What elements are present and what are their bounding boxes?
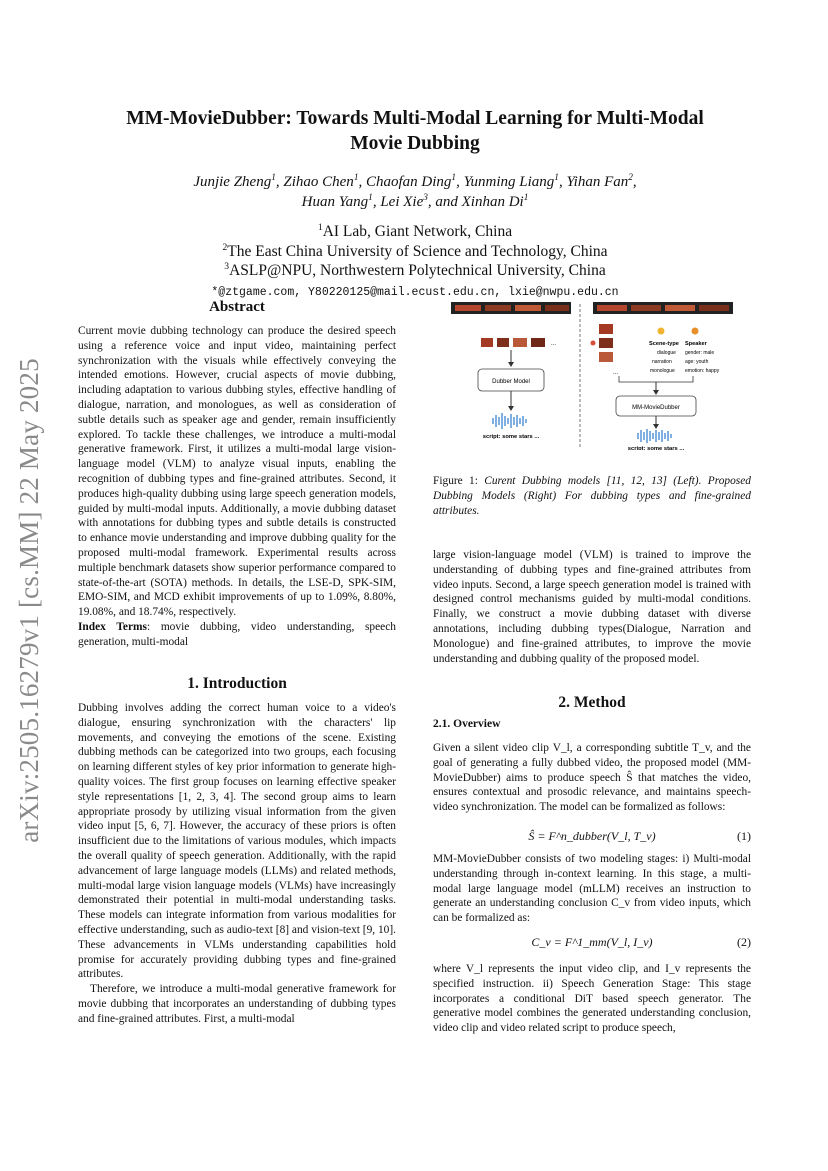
paper-title: MM-MovieDubber: Towards Multi-Modal Learning for Multi-Modal Movie Dubbing	[126, 108, 704, 154]
figure-caption: Figure 1: Curent Dubbing models [11, 12, 13] (Left). Proposed Dubbing Models (Right) For dubbing types and fine-grained attributes.	[433, 475, 751, 517]
right-column-intro	[433, 548, 751, 666]
arxiv-stamp: arXiv:2505.16279v1 [cs.MM] 22 May 2025	[13, 357, 44, 843]
affiliation-list: $^1$AI Lab, Giant Network, China $^2$The East China University of Science and Technology, China $^3$ASLP@NPU, Northwestern Polytechnical University, China	[222, 221, 608, 279]
video-frame-icon	[531, 338, 545, 347]
speaker-attribute: emotion: happy	[685, 368, 720, 374]
waveform-left	[493, 413, 526, 429]
abstract-heading: Abstract	[209, 299, 265, 315]
waveform-right	[638, 429, 671, 443]
video-frame-icon	[481, 338, 493, 347]
scene-type-item: narration	[652, 359, 672, 365]
dots-label: ...	[551, 341, 557, 347]
mm-moviedubber-label: MM-MovieDubber	[632, 405, 680, 411]
right-script-label: script: some stars ...	[627, 446, 685, 450]
plus-icon	[591, 341, 596, 346]
figure-1	[433, 300, 753, 450]
abstract-text: Current movie dubbing technology can produce the desired speech using a reference voice and input video, maintaining perfect synchronization with the visuals while effectively conveying the intended emotions. However, crucial aspects of movie dubbing, including adaptation to various dubbing styles, effective handling of dialogue, narration, and monologues, as well as consideration of subtle details such as speaker age and gender, remain insufficiently explored. To tackle these challenges, we introduce a multi-modal generative framework. First, it utilizes a multi-modal large vision-language model (VLM) to analyze visual inputs, enabling the recognition of dubbing types and fine-grained attributes. Second, it produces high-quality dubbing using large speech generation models, guided by multi-modal inputs. Additionally, a movie dubbing dataset with annotations for dubbing types and subtle details is constructed to enhance movie understanding and improve dubbing quality for the proposed multi-modal framework. Experimental results across multiple benchmark datasets show superior performance compared to state-of-the-art (SOTA) methods. In details, the LSE-D, SPK-SIM, EMO-SIM, and MCD exhibit improvements of up to 1.09%, 8.80%, 19.08%, and 18.74%, respectively.	[78, 325, 396, 619]
speaker-attribute: gender: male	[685, 350, 715, 356]
video-frame-icon	[599, 324, 613, 334]
abstract-column	[78, 324, 396, 650]
section-1-heading: 1. Introduction	[187, 675, 287, 692]
video-frame-icon	[513, 338, 527, 347]
left-script-label: script: some stars ...	[482, 434, 540, 440]
method-paragraph-2: MM-MovieDubber consists of two modeling stages: i) Multi-modal understanding through in-context learning. In this stage, a multi-modal large language model (mLLM) receives an instruction to generate an understanding conclusion C_v from video inputs, which can be formalized as:	[433, 853, 751, 925]
subsection-2-1-heading: 2.1. Overview	[433, 718, 501, 730]
speaker-label: Speaker	[685, 341, 707, 347]
section-2-heading: 2. Method	[558, 694, 626, 711]
dubber-model-label: Dubber Model	[492, 379, 530, 385]
introduction-column	[78, 701, 396, 1027]
video-frame-icon	[599, 338, 613, 348]
scene-type-item: monologue	[650, 368, 675, 374]
video-frame-icon	[599, 352, 613, 362]
intro-paragraph-2: Therefore, we introduce a multi-modal generative framework for movie dubbing that incorporates an understanding of dubbing types and fine-grained attributes. First, a multi-modal	[78, 983, 396, 1025]
left-panel	[478, 338, 556, 440]
speaker-icon	[692, 328, 699, 335]
method-paragraph-1: Given a silent video clip V_l, a corresponding subtitle T_v, and the goal of generating a fully dubbed video, the proposed model (MM-MovieDubber) aims to produce speech Ŝ that matches the video, ensures contextual and prosodic relevance, and maintains speech-video synchronization. The model can be formalized as follows:	[433, 742, 751, 814]
video-frame-icon	[497, 338, 509, 347]
right-paragraph-1: large vision-language model (VLM) is trained to improve the understanding of dubbing types and fine-grained attributes from video inputs. Second, a large speech generation model is trained with designed control mechanisms guided by multi-modal conditions. Finally, we construct a movie dubbing dataset with diverse annotations, including dubbing types(Dialogue, Narration and Monologue) and fine-grained attributes, to improve the movie understanding and dubbing quality of the proposed model.	[433, 549, 751, 665]
intro-paragraph-1: Dubbing involves adding the correct human voice to a video's dialogue, ensuring synchronization with the characters' lip movements, and conveying the emotions of the scene. Existing dubbing methods can be categorized into two groups, each focusing on learning different styles of key prior information to generate high-quality voices. The first group focuses on learning effective speaker style representations [1, 2, 3, 4]. The second group aims to learn appropriate prosody by utilizing visual information from the given video input [5, 6, 7]. However, the accuracy of these priors is often insufficient due to the limitations of various modules, which impacts the overall quality of speech generation. Additionally, with the rapid advancement of large language models (LLMs) and related methods, multi-modal large vision language models (VLMs) have increasingly demonstrated their potential in multi-modal understanding tasks. These models can integrate information from various modalities for effective understanding, such as audio-text [8] and vision-text [9, 10]. These advancements in VLMs understanding capabilities hold promise for accurately providing dubbing types and fine-grained attributes.	[78, 702, 397, 981]
index-terms: Index Terms: movie dubbing, video understanding, speech generation, multi-modal	[78, 620, 396, 648]
scene-type-icon	[658, 328, 665, 335]
email-list: *@ztgame.com, Y80220125@mail.ecust.edu.cn, lxie@nwpu.edu.cn	[211, 286, 619, 299]
dots-label: ...	[613, 370, 619, 376]
method-paragraph-3: where V_l represents the input video clip, and I_v represents the specified instruction. ii) Speech Generation Stage: This stage incorporates a conditional DiT based speech generator. The generative model combines the generated understanding conclusion, video clip and video related script to produce speech,	[433, 963, 751, 1035]
speaker-attribute: age: youth	[685, 359, 709, 365]
scene-type-label: Scene-type	[649, 341, 679, 347]
author-list: Junjie Zheng$^1$, Zihao Chen$^1$, Chaofan Ding$^1$, Yunming Liang$^1$, Yihan Fan$^2$, Huan Yang$^1$, Lei Xie$^3$, and Xinhan Di$^1$	[193, 173, 637, 210]
film-strip-right	[593, 302, 733, 314]
film-strip-left	[451, 302, 571, 314]
right-panel	[591, 324, 720, 450]
scene-type-item: dialogue	[657, 350, 676, 356]
